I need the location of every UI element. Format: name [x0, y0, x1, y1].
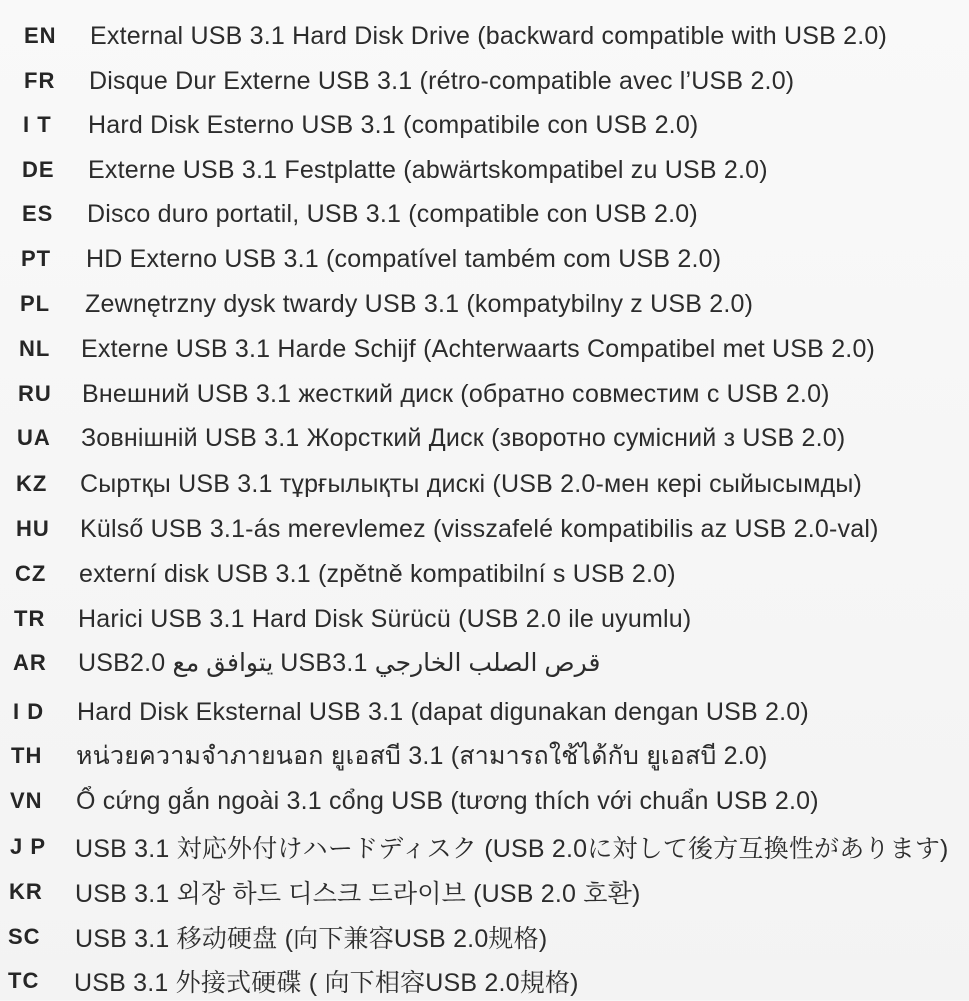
language-code: VN — [10, 788, 43, 813]
language-code: KZ — [16, 471, 48, 496]
language-code: HU — [16, 516, 50, 541]
language-code: TH — [11, 743, 43, 768]
entry-text: Externe USB 3.1 Festplatte (abwärtskompatibel zu USB 2.0) — [88, 155, 768, 184]
entry-text: Külső USB 3.1-ás merevlemez (visszafelé kompatibilis az USB 2.0-val) — [80, 514, 879, 543]
entry-text: HD Externo USB 3.1 (compatível também com USB 2.0) — [86, 244, 722, 273]
language-code: EN — [24, 23, 57, 48]
entry-text: External USB 3.1 Hard Disk Drive (backward compatible with USB 2.0) — [90, 21, 888, 50]
entry-text: Внешний USB 3.1 жесткий диск (обратно совместим с USB 2.0) — [82, 379, 830, 408]
entry-text: USB 3.1 외장 하드 디스크 드라이브 (USB 2.0 호환) — [75, 880, 641, 908]
entry-text: Зовнішній USB 3.1 Жорсткий Диск (зворотно сумісний з USB 2.0) — [81, 423, 846, 452]
language-code: TR — [14, 606, 46, 631]
language-code: TC — [8, 968, 40, 993]
entry-text: Disque Dur Externe USB 3.1 (rétro-compatible avec l’USB 2.0) — [89, 66, 795, 95]
language-code: AR — [13, 650, 47, 675]
entry-text: Ổ cứng gắn ngoài 3.1 cổng USB (tương thích với chuẩn USB 2.0) — [76, 786, 819, 815]
entry-text: USB 3.1 外接式硬碟 ( 向下相容USB 2.0規格) — [74, 969, 579, 997]
entry-text: Hard Disk Esterno USB 3.1 (compatibile con USB 2.0) — [88, 110, 699, 139]
language-code: I T — [23, 112, 52, 137]
language-code: DE — [22, 157, 55, 182]
language-code: UA — [17, 425, 51, 450]
entry-text: Zewnętrzny dysk twardy USB 3.1 (kompatybilny z USB 2.0) — [85, 289, 754, 318]
language-code: SC — [8, 924, 41, 949]
language-code: ES — [22, 201, 54, 226]
language-code: PT — [21, 246, 52, 271]
language-code: NL — [19, 336, 51, 361]
language-code: I D — [13, 699, 45, 724]
entry-text: USB2.0 يتوافق مع USB3.1 قرص الصلب الخارجي — [78, 649, 601, 677]
entry-text: Disco duro portatil, USB 3.1 (compatible con USB 2.0) — [87, 199, 698, 228]
entry-text: หน่วยความจำภายนอก ยูเอสบี 3.1 (สามารถใช้ได้กับ ยูเอสบี 2.0) — [76, 742, 768, 770]
language-code: FR — [24, 68, 56, 93]
language-code: PL — [20, 291, 51, 316]
entry-text: Harici USB 3.1 Hard Disk Sürücü (USB 2.0 ile uyumlu) — [78, 604, 692, 633]
entry-text: Externe USB 3.1 Harde Schijf (Achterwaarts Compatibel met USB 2.0) — [81, 334, 876, 363]
entry-text: USB 3.1 移动硬盘 (向下兼容USB 2.0规格) — [75, 925, 548, 953]
entry-text: Hard Disk Eksternal USB 3.1 (dapat digunakan dengan USB 2.0) — [77, 697, 809, 726]
entry-text: USB 3.1 対応外付けハードディスク (USB 2.0に対して後方互換性があります) — [75, 835, 949, 863]
language-code: RU — [18, 381, 52, 406]
language-code: KR — [9, 879, 43, 904]
entry-text: externí disk USB 3.1 (zpětně kompatibilní s USB 2.0) — [79, 559, 676, 588]
entry-text: Сыртқы USB 3.1 тұрғылықты дискі (USB 2.0-мен кері сыйысымды) — [80, 469, 863, 498]
language-code: CZ — [15, 561, 47, 586]
language-code: J P — [10, 834, 47, 859]
